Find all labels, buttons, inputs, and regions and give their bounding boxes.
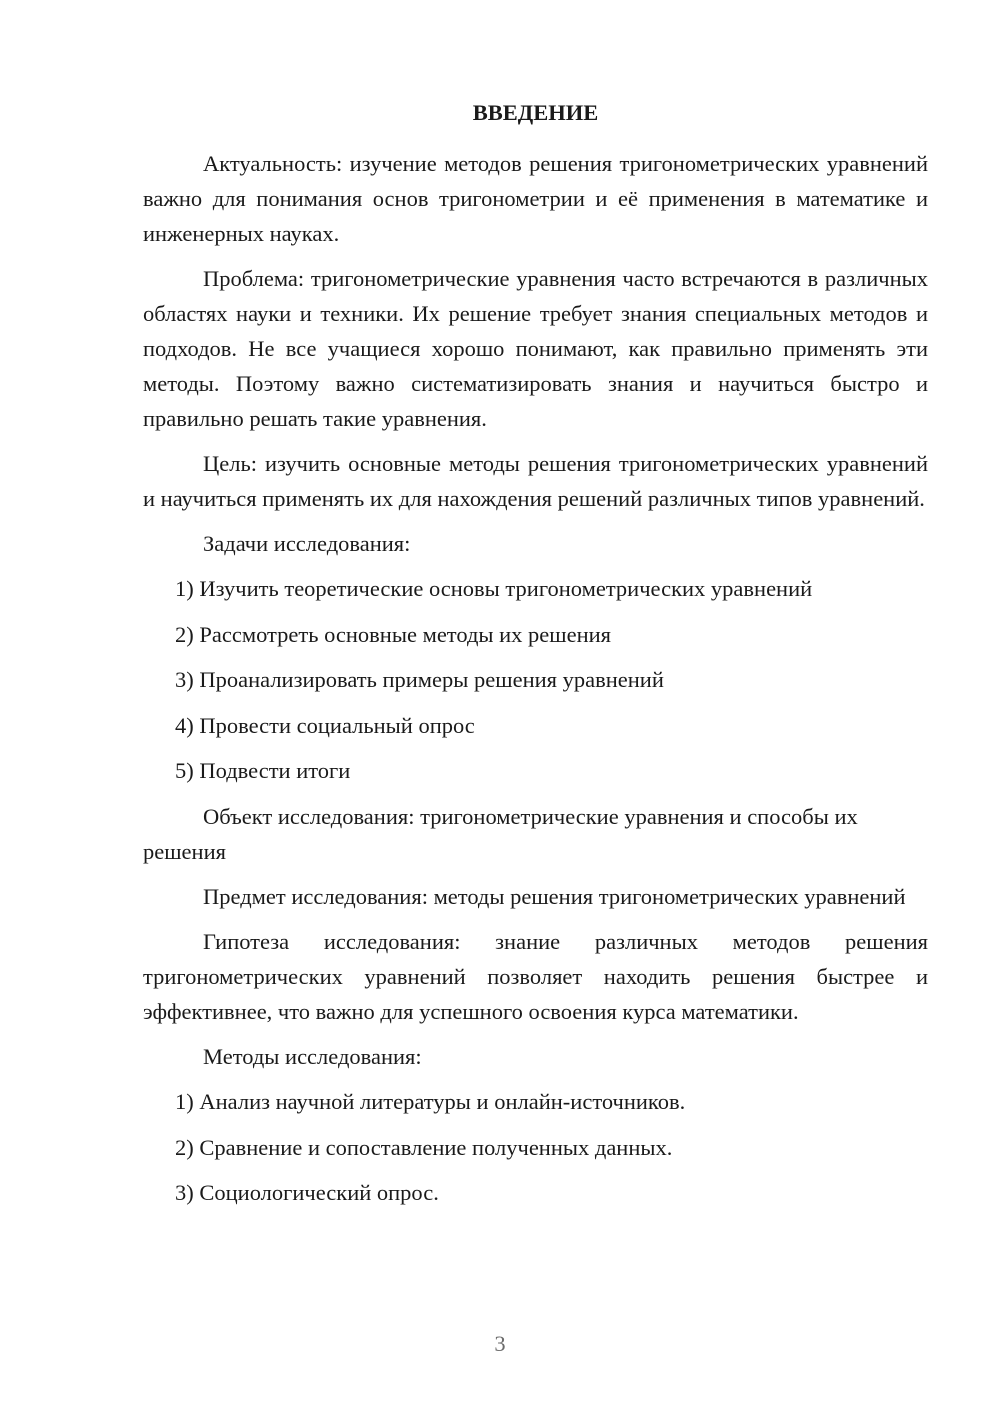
page-number: 3 <box>494 1331 506 1356</box>
tasks-label: Задачи исследования: <box>203 531 411 556</box>
hypothesis-paragraph: Гипотеза исследования: знание различных методов решения тригонометрических уравнений позволяет находить решения быстрее и эффективнее, что важно для успешного освоения курса математики. <box>143 928 928 1024</box>
document-page <box>143 95 928 1221</box>
goal-paragraph: Цель: изучить основные методы решения тригонометрических уравнений и научиться применять их для нахождения решений различных типов уравнений. <box>143 451 928 511</box>
list-item: 2) Сравнение и сопоставление полученных данных. <box>175 1134 673 1160</box>
list-item: 4) Провести социальный опрос <box>175 712 475 738</box>
list-item: 1) Изучить теоретические основы тригонометрических уравнений <box>175 576 813 601</box>
problem-paragraph: Проблема: тригонометрические уравнения часто встречаются в различных областях науки и техники. Их решение требует знания специальных методов и подходов. Не все учащиеся хорошо понимают, как правильно применять эти методы. Поэтому важно систематизировать знания и научиться быстро и правильно решать такие уравнения. <box>143 266 928 431</box>
list-item: 5) Подвести итоги <box>175 758 351 784</box>
list-item: 3) Проанализировать примеры решения уравнений <box>175 667 664 693</box>
section-title: ВВЕДЕНИЕ <box>472 100 599 125</box>
methods-label: Методы исследования: <box>203 1043 422 1069</box>
tasks-list <box>143 571 928 788</box>
relevance-paragraph: Актуальность: изучение методов решения тригонометрических уравнений важно для понимания основ тригонометрии и её применения в математике и инженерных науках. <box>143 151 928 246</box>
list-item: 1) Анализ научной литературы и онлайн-источников. <box>175 1088 686 1114</box>
subject-paragraph: Предмет исследования: методы решения тригонометрических уравнений <box>203 883 906 909</box>
object-paragraph: Объект исследования: тригонометрические уравнения и способы их решения <box>143 803 858 864</box>
methods-list <box>143 1084 928 1210</box>
list-item: 2) Рассмотреть основные методы их решения <box>175 621 612 647</box>
list-item: 3) Социологический опрос. <box>175 1180 439 1206</box>
